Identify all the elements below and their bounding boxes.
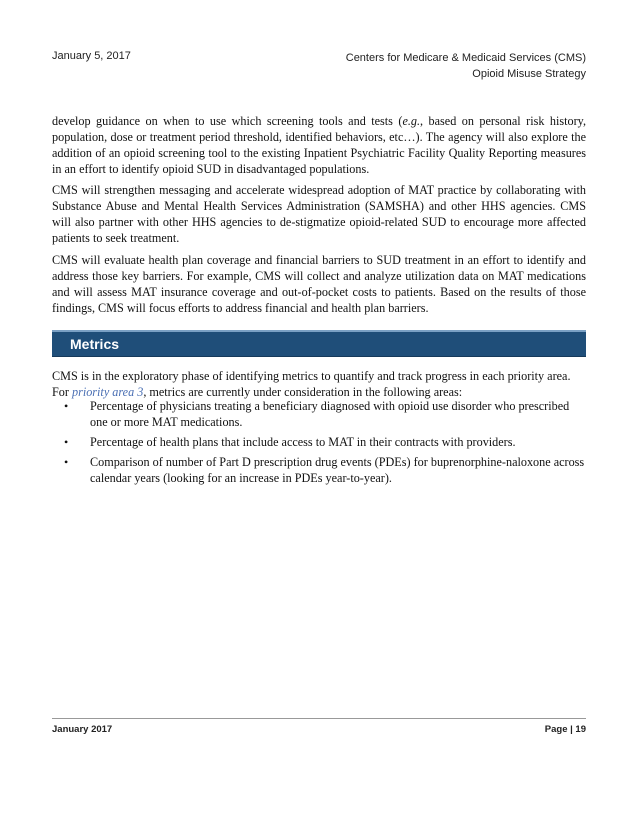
bullet-icon: • xyxy=(64,399,69,413)
paragraph-text: CMS is in the exploratory phase of identifying metrics to quantify and track progress in each priority area. For xyxy=(52,369,571,399)
list-item xyxy=(52,398,586,430)
paragraph-abbreviation: e.g. xyxy=(402,114,421,128)
list-item-text: Percentage of health plans that include access to MAT in their contracts with providers. xyxy=(90,435,516,449)
paragraph-text: develop guidance on when to use which screening tools and tests ( xyxy=(52,114,403,128)
paragraph-screening-guidance xyxy=(52,113,586,177)
header-date: January 5, 2017 xyxy=(52,50,131,62)
list-item xyxy=(52,434,586,450)
header-title-block xyxy=(346,50,586,82)
metrics-bullet-list xyxy=(52,398,586,490)
metrics-intro-paragraph xyxy=(52,368,586,400)
footer-divider xyxy=(52,718,586,719)
section-heading-metrics: Metrics xyxy=(70,336,120,352)
bullet-icon: • xyxy=(64,435,69,449)
list-item-text: Percentage of physicians treating a beneficiary diagnosed with opioid use disorder who prescribed one or more MAT medications. xyxy=(90,399,570,429)
list-item-text: Comparison of number of Part D prescription drug events (PDEs) for buprenorphine-naloxone across calendar years (looking for an increase in PDEs year-to-year). xyxy=(90,455,585,485)
footer-page-number: Page | 19 xyxy=(544,724,586,735)
footer-date: January 2017 xyxy=(52,724,113,735)
paragraph-text: , based on personal risk history, population, dose or treatment period threshold, identified behaviors, etc…). The agency will also explore the addition of an opioid screening tool to the existing Inpatient Psychiatric Facility Quality Reporting measures in an effort to identify opioid SUD in disadvantaged populations. xyxy=(52,114,586,176)
paragraph-text: , metrics are currently under consideration in the following areas: xyxy=(143,385,463,399)
bullet-icon: • xyxy=(64,455,69,469)
paragraph-mat-messaging: CMS will strengthen messaging and accelerate widespread adoption of MAT practice by collaborating with Substance Abuse and Mental Health Services Administration (SAMSHA) and other HHS agencies. CMS will also partner with other HHS agencies to de-stigmatize opioid-related SUD to encourage more affected patients to seek treatment. xyxy=(52,183,586,245)
header-document-title: Opioid Misuse Strategy xyxy=(472,68,586,80)
list-item xyxy=(52,454,586,486)
priority-area-link[interactable]: priority area 3 xyxy=(71,385,144,399)
section-heading-band xyxy=(52,330,586,357)
paragraph-health-plan-barriers: CMS will evaluate health plan coverage and financial barriers to SUD treatment in an effort to identify and address those key barriers. For example, CMS will collect and analyze utilization data on MAT medications and will assess MAT insurance coverage and out-of-pocket costs to patients. Based on the results of those findings, CMS will focus efforts to address financial and health plan barriers. xyxy=(52,253,586,315)
header-organization: Centers for Medicare & Medicaid Services (CMS) xyxy=(345,52,586,64)
